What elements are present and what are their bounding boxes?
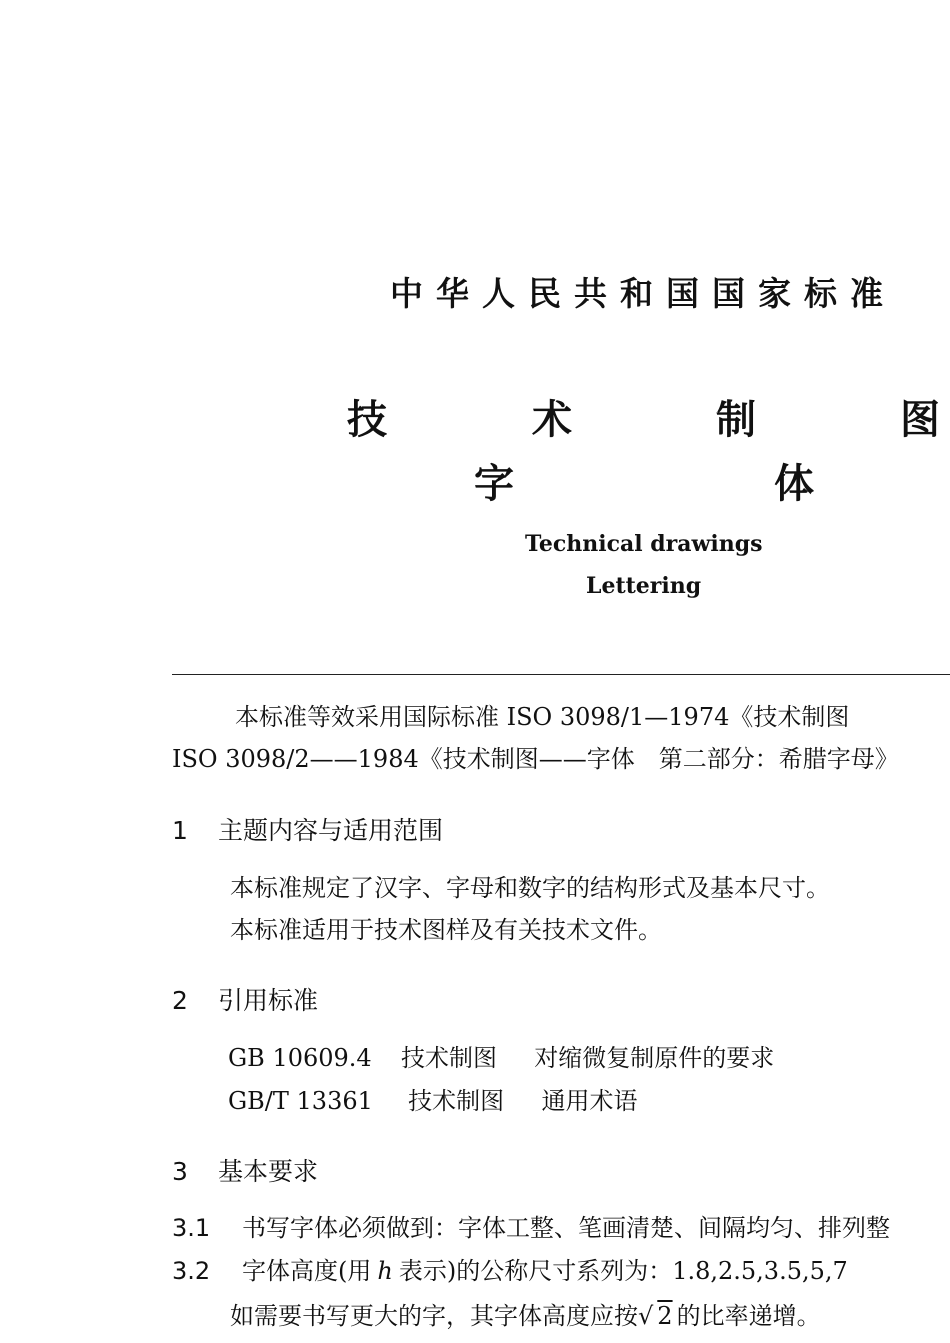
section-2-number: 2 <box>172 986 188 1015</box>
clause-3-2-text-a: 字体高度(用 <box>242 1257 372 1285</box>
reference-code: GB/T 13361 <box>228 1087 373 1115</box>
reference-code: GB 10609.4 <box>228 1044 372 1072</box>
sqrt-sign: √ <box>638 1302 654 1330</box>
section-1-title: 主题内容与适用范围 <box>218 816 444 845</box>
title-char-1: 技 <box>347 397 387 443</box>
reference-field: 技术制图 <box>400 1044 497 1072</box>
section-3-title: 基本要求 <box>218 1157 319 1186</box>
clause-3-2-number: 3.2 <box>172 1257 211 1285</box>
clause-3-2-line2-b: 的比率递增。 <box>676 1302 821 1330</box>
section-2-heading <box>172 981 318 1017</box>
reference-item <box>228 1044 774 1073</box>
section-3-heading <box>172 1152 318 1188</box>
reference-title: 通用术语 <box>541 1087 638 1115</box>
title-char-3: 制 <box>716 397 756 443</box>
section-1-number: 1 <box>172 816 188 845</box>
reference-title: 对缩微复制原件的要求 <box>534 1044 775 1072</box>
sqrt-value: 2 <box>657 1302 673 1330</box>
reference-item <box>228 1087 637 1116</box>
section-1-heading <box>172 811 443 847</box>
clause-3-1 <box>172 1214 890 1243</box>
intro-line-1: 本标准等效采用国际标准 ISO 3098/1—1974《技术制图 <box>235 703 850 731</box>
clause-3-2 <box>172 1257 848 1286</box>
clause-3-2-line2-a: 如需要书写更大的字，其字体高度应按 <box>230 1302 638 1330</box>
english-subtitle: Lettering <box>586 573 702 599</box>
clause-3-2-continuation <box>230 1302 821 1331</box>
reference-field: 技术制图 <box>408 1087 505 1115</box>
intro-line-2: ISO 3098/2——1984《技术制图——字体 第二部分：希腊字母》 <box>172 745 899 773</box>
national-standard-title: 中华人民共和国国家标准 <box>390 274 896 313</box>
section-2-title: 引用标准 <box>218 986 319 1015</box>
title-char-2: 术 <box>532 397 572 443</box>
symbol-h: h <box>377 1257 393 1285</box>
section-3-number: 3 <box>172 1157 188 1186</box>
subtitle-char-2: 体 <box>774 461 814 507</box>
clause-3-1-number: 3.1 <box>172 1214 211 1242</box>
section-1-para-2: 本标准适用于技术图样及有关技术文件。 <box>230 916 662 944</box>
divider <box>172 674 950 675</box>
section-1-para-1: 本标准规定了汉字、字母和数字的结构形式及基本尺寸。 <box>230 874 830 902</box>
clause-3-2-text-b: 表示)的公称尺寸系列为：1.8,2.5,3.5,5,7 <box>398 1257 848 1285</box>
english-title: Technical drawings <box>525 531 763 557</box>
subtitle-char-1: 字 <box>474 461 514 507</box>
clause-3-1-text: 书写字体必须做到：字体工整、笔画清楚、间隔均匀、排列整 <box>242 1214 890 1242</box>
title-char-4: 图 <box>900 397 940 443</box>
